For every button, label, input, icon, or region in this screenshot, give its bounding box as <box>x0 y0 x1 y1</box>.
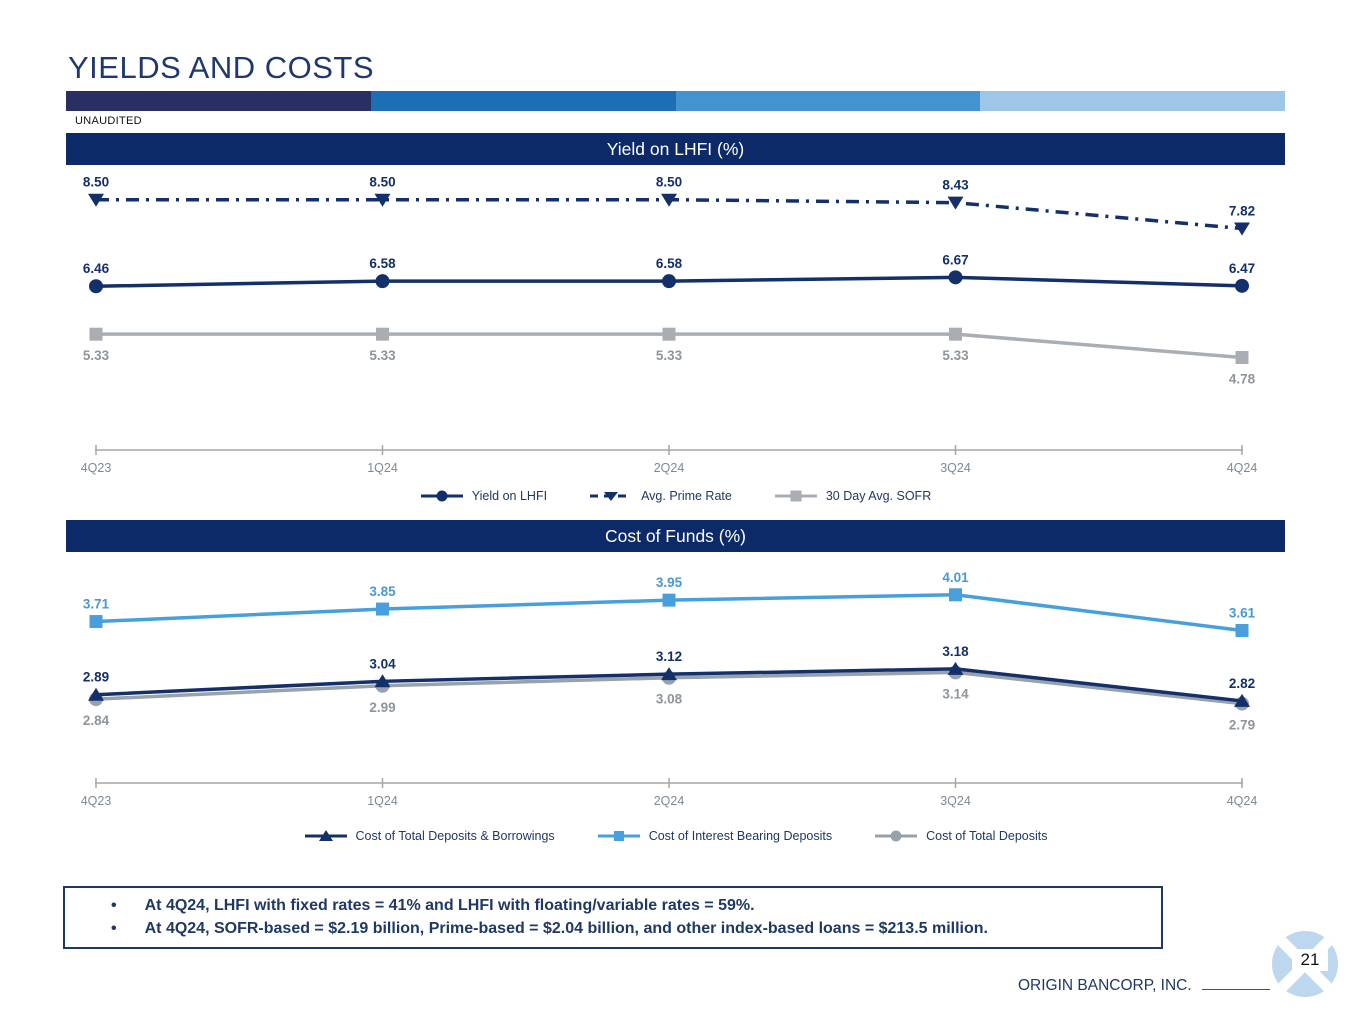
data-label: 3.12 <box>655 649 683 665</box>
data-label: 6.67 <box>942 252 969 268</box>
legend-label: Yield on LHFI <box>471 489 548 503</box>
x-tick-label: 2Q24 <box>653 794 685 808</box>
x-tick-label: 4Q24 <box>1226 461 1258 475</box>
data-label: 6.47 <box>1228 260 1256 276</box>
data-label: 8.50 <box>369 174 396 190</box>
data-label: 2.84 <box>82 713 110 729</box>
legend-item-30-day-avg-sofr <box>774 489 931 503</box>
x-tick-label: 4Q23 <box>80 794 112 808</box>
data-label: 3.85 <box>369 584 396 600</box>
legend-label: Avg. Prime Rate <box>641 489 732 503</box>
unaudited-label: UNAUDITED <box>75 115 142 127</box>
line-circle-marker-icon <box>874 829 918 843</box>
footer <box>1018 977 1270 995</box>
marker-square <box>949 588 962 601</box>
marker-square <box>376 603 389 616</box>
data-label: 3.04 <box>369 656 396 672</box>
x-tick-label: 4Q24 <box>1226 794 1258 808</box>
data-label: 5.33 <box>655 348 683 364</box>
line-triangle-marker-icon <box>304 829 348 843</box>
legend-label: Cost of Total Deposits <box>926 829 1048 843</box>
line-circle-marker-icon <box>420 489 464 503</box>
legend-item-cost-interest-bearing-deposits <box>597 829 832 843</box>
data-label: 3.18 <box>942 643 969 659</box>
accent-gradient-bar <box>66 91 1285 111</box>
accent-bar-segment <box>66 91 371 111</box>
data-label: 8.43 <box>942 177 969 193</box>
marker-triangle-down <box>948 197 964 210</box>
marker-square <box>949 328 962 341</box>
data-label: 5.33 <box>942 348 969 364</box>
marker-square <box>90 328 103 341</box>
data-label: 8.50 <box>655 174 683 190</box>
marker-circle <box>1235 279 1249 293</box>
accent-bar-segment <box>676 91 981 111</box>
legend-item-yield-on-lhfi <box>420 489 547 503</box>
chart1-title-bar: Yield on LHFI (%) <box>66 133 1285 165</box>
marker-square <box>90 615 103 628</box>
x-tick-label: 2Q24 <box>653 461 685 475</box>
legend-label: Cost of Total Deposits & Borrowings <box>355 829 555 843</box>
marker-circle <box>376 274 390 288</box>
marker-square <box>376 328 389 341</box>
page-title: YIELDS AND COSTS <box>68 50 375 85</box>
bullet: • <box>111 920 117 937</box>
footer-underline <box>1202 989 1270 990</box>
marker-square <box>1236 624 1249 637</box>
footnote-line <box>111 894 1151 917</box>
data-label: 3.95 <box>655 575 683 591</box>
data-label: 2.99 <box>369 699 396 715</box>
data-label: 2.89 <box>82 669 110 685</box>
data-label: 4.78 <box>1228 371 1256 387</box>
chart1-legend <box>66 489 1285 503</box>
data-label: 3.71 <box>82 596 110 612</box>
marker-circle <box>949 270 963 284</box>
x-tick-label: 1Q24 <box>367 794 398 808</box>
x-tick-label: 1Q24 <box>367 461 398 475</box>
x-tick-label: 3Q24 <box>940 461 971 475</box>
marker-square <box>663 594 676 607</box>
data-label: 5.33 <box>82 348 110 364</box>
footnote-box <box>63 886 1163 949</box>
dash-triangle-marker-icon <box>589 489 633 503</box>
data-label: 6.58 <box>655 256 683 272</box>
legend-item-avg-prime-rate <box>589 489 732 503</box>
bullet: • <box>111 897 117 914</box>
data-label: 3.08 <box>655 691 683 707</box>
legend-item-cost-total-deposits <box>874 829 1047 843</box>
data-label: 2.82 <box>1228 675 1256 691</box>
data-label: 8.50 <box>82 174 110 190</box>
accent-bar-segment <box>980 91 1285 111</box>
footnote-line <box>111 917 1151 940</box>
data-label: 4.01 <box>942 569 969 585</box>
data-label: 7.82 <box>1228 203 1256 219</box>
legend-item-cost-total-deposits-borrowings <box>304 829 555 843</box>
chart2-legend <box>66 829 1285 843</box>
marker-circle <box>662 274 676 288</box>
line-square-marker-icon <box>597 829 641 843</box>
page-number: 21 <box>1292 949 1328 971</box>
footnote-text: At 4Q24, LHFI with fixed rates = 41% and LHFI with floating/variable rates = 59%. <box>144 897 755 914</box>
marker-circle <box>89 279 103 293</box>
footnote-text: At 4Q24, SOFR-based = $2.19 billion, Prime-based = $2.04 billion, and other index-based loans = $213.5 million. <box>144 920 988 937</box>
legend-label: Cost of Interest Bearing Deposits <box>648 829 833 843</box>
data-label: 3.61 <box>1228 605 1256 621</box>
line-square-marker-icon <box>774 489 818 503</box>
data-label: 6.58 <box>369 256 396 272</box>
accent-bar-segment <box>371 91 676 111</box>
data-label: 5.33 <box>369 348 396 364</box>
cost-of-funds-chart <box>66 552 1285 842</box>
marker-square <box>1236 351 1249 364</box>
data-label: 6.46 <box>82 261 110 277</box>
data-label: 3.14 <box>942 686 969 702</box>
legend-label: 30 Day Avg. SOFR <box>825 489 932 503</box>
data-label: 2.79 <box>1228 717 1256 733</box>
yield-on-lhfi-chart <box>66 165 1285 480</box>
marker-square <box>663 328 676 341</box>
chart2-title-bar: Cost of Funds (%) <box>66 520 1285 552</box>
x-tick-label: 4Q23 <box>80 461 112 475</box>
footer-company-name: ORIGIN BANCORP, INC. <box>1018 977 1192 994</box>
x-tick-label: 3Q24 <box>940 794 971 808</box>
